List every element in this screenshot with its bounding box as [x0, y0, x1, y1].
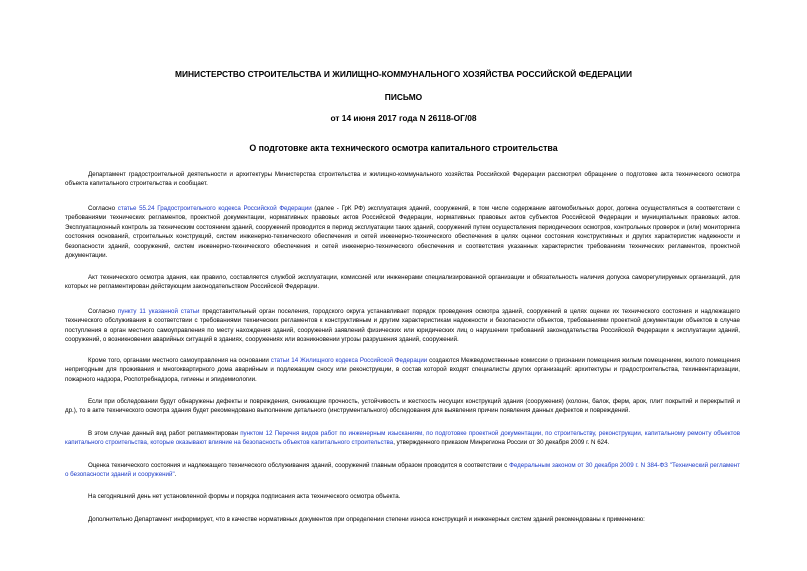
paragraph-text: .: [174, 471, 177, 479]
paragraph-text: Кроме того, органами местного самоуправления на основании: [88, 357, 271, 364]
housing-code-article-14-link[interactable]: статьи 14 Жилищного кодекса Российской Федерации: [270, 357, 428, 364]
works-list-clause-12-link[interactable]: пунктом 12 Перечня видов работ по инженерным изысканиям, по подготовке проектной документации, по строительству, реконструкции, капитальному ремонту объектов капитального строительства, которые оказывают влияние на безопасность объектов капитального строительства: [65, 430, 740, 447]
paragraph-text: , утвержденного приказом Минрегиона России от 30 декабря 2009 г. N 624.: [393, 439, 610, 447]
paragraph-text: создаются Межведомственные комиссии о признании помещения жилым помещением, жилого помещения непригодным для проживания и многоквартирного дома аварийным и подлежащим сносу или реконструкции, в состав которой входят специалисты других организаций: архитектуры и градостроительства, техинвентаризации, пожарного надзора, Роспотребнадзора, гигиены и эпидемиологии.: [65, 357, 740, 383]
ministry-heading: МИНИСТЕРСТВО СТРОИТЕЛЬСТВА И ЖИЛИЩНО-КОММУНАЛЬНОГО ХОЗЯЙСТВА РОССИЙСКОЙ ФЕДЕРАЦИИ: [175, 69, 632, 79]
paragraph-text: Согласно: [88, 205, 118, 212]
paragraph-10: [65, 515, 740, 524]
paragraph-text: Согласно: [88, 308, 118, 315]
paragraph-text: Если при обследовании будут обнаружены дефекты и повреждения, снижающие прочность, устойчивость и жесткость несущих конструкций здания (сооружения) (колонн, балок, ферм, арок, плит покрытий и перекрытий и др.), то в акте технического осмотра здания будет рекомендовано выполнение детального (инструментального) обследования для выявления причин появления данных дефектов и повреждений.: [65, 398, 740, 415]
paragraph-5: [65, 356, 740, 384]
paragraph-4: [65, 307, 740, 345]
document-date-number: от 14 июня 2017 года N 26118-ОГ/08: [330, 113, 477, 123]
paragraph-text: представительный орган поселения, городского округа устанавливает порядок проведения осмотра зданий, сооружений в целях оценки их технического состояния и надлежащего технического обслуживания в соответствии с требованиями технических регламентов к конструктивным и другим характеристикам надежности и безопасности объектов, требованиями проектной документации объектов в случае поступления в орган местного самоуправления по месту нахождения зданий, сооружений заявлений физических или юридических лиц о нарушении требований законодательства Российской Федерации к эксплуатации зданий, сооружений, о возникновении аварийных ситуаций в зданиях, сооружениях или возникновении угрозы разрушения зданий, сооружений.: [65, 308, 740, 344]
paragraph-text: Департамент градостроительной деятельности и архитектуры Министерства строительства и жилищно-коммунального хозяйства Российской Федерации рассмотрел обращение о подготовке акта технического осмотра объекта капитального строительства и сообщает.: [65, 171, 740, 188]
paragraph-text: В этом случае данный вид работ регламентирован: [88, 430, 241, 437]
document-type: ПИСЬМО: [384, 92, 423, 102]
paragraph-text: Оценка технического состояния и надлежащего технического обслуживания зданий, сооружений главным образом проводится в соответствии с: [88, 462, 510, 469]
paragraph-text: (далее - ГрК РФ) эксплуатация зданий, сооружений, в том числе содержание автомобильных дорог, должна осуществляться в соответствии с требованиями технических регламентов, проектной документации, нормативных правовых актов Российской Федерации, нормативных правовых актов субъектов Российской Федерации и муниципальных правовых актов. Эксплуатационный контроль за техническим состоянием зданий, сооружений проводится в период эксплуатации таких зданий, сооружений путем осуществления периодических осмотров, контрольных проверок и (или) мониторинга состояния оснований, строительных конструкций, систем инженерно-технического обеспечения и сетей инженерно-технического обеспечения в целях оценки состояния конструктивных и других характеристик надежности и безопасности зданий, сооружений, систем инженерно-технического обеспечения и сетей инженерно-технического обеспечения и соответствия указанных характеристик требованиям технических регламентов, проектной документации.: [65, 205, 740, 260]
paragraph-8: [65, 461, 740, 480]
paragraph-9: [65, 492, 740, 501]
paragraph-7: [65, 429, 740, 448]
paragraph-1: [65, 170, 740, 189]
document-title: О подготовке акта технического осмотра капитального строительства: [249, 143, 558, 153]
clause-11-link[interactable]: пункту 11 указанной статьи: [117, 308, 200, 315]
grk-article-55-24-link[interactable]: статье 55.24 Градостроительного кодекса Российской Федерации: [117, 205, 312, 212]
paragraph-3: [65, 273, 740, 292]
federal-law-384-link[interactable]: Федеральным законом от 30 декабря 2009 г. N 384-ФЗ "Технический регламент о безопасности зданий и сооружений": [65, 462, 740, 479]
paragraph-text: Акт технического осмотра здания, как правило, составляется службой эксплуатации, комиссией или инженерами специализированной организации и обязательность наличия допуска саморегулируемых организаций, для которых не регламентирован действующим законодательством Российской Федерации.: [65, 274, 740, 291]
paragraph-6: [65, 397, 740, 416]
paragraph-text: На сегодняшний день нет установленной формы и порядка подписания акта технического осмотра объекта.: [88, 493, 401, 500]
paragraph-2: [65, 204, 740, 260]
paragraph-text: Дополнительно Департамент информирует, что в качестве нормативных документов при определении степени износа конструкций и инженерных систем зданий рекомендованы к применению:: [88, 516, 645, 523]
